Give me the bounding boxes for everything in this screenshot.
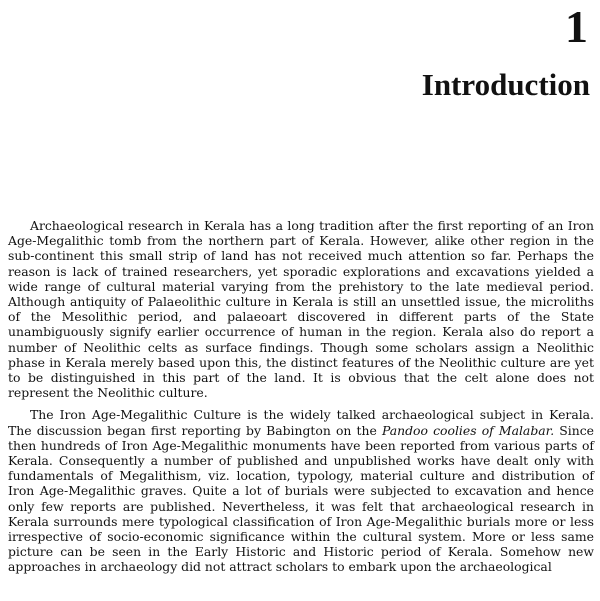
chapter-title: Introduction (421, 67, 590, 102)
paragraph-2-text-start: The Iron Age-Megalithic Culture is the widely talked archaeological subject in Kerala. The discussion began first reporting by Babington on the (8, 407, 594, 438)
paragraph-2-text-end: Since then hundreds of Iron Age-Megalithic monuments have been reported from various parts of Kerala. Consequently a number of published and unpublished works have dealt only with fundamentals of Megalithism, viz. location, typology, material culture and distribution of Iron Age-Megalithic graves. Quite a lot of burials were subjected to excavation and hence only few reports are published. Nevertheless, it was felt that archaeological research in Kerala surrounds mere typological classification of Iron Age-Megalithic burials more or less irrespective of socio-economic significance within the cultural system. More or less same picture can be seen in the Early Historic and Historic period of Kerala. Somehow new approaches in archaeology did not attract scholars to embark upon the archaeological (8, 422, 594, 575)
italic-title: Pandoo coolies of Malabar. (381, 422, 555, 438)
paragraph-2 (8, 407, 594, 574)
body-text (8, 218, 594, 582)
chapter-number: 1 (565, 1, 588, 52)
paragraph-1: Archaeological research in Kerala has a long tradition after the first reporting of an Iron Age-Megalithic tomb from the northern part of Kerala. However, alike other region in the sub-continent this small strip of land has not received much attention so far. Perhaps the reason is lack of trained researchers, yet sporadic explorations and excavations yielded a wide range of cultural material varying from the prehistory to the late medieval period. Although antiquity of Palaeolithic culture in Kerala is still an unsettled issue, the microliths of the Mesolithic period, and palaeoart discovered in different parts of the State unambiguously signify earlier occurrence of human in the region. Kerala also do report a number of Neolithic celts as surface findings. Though some scholars assign a Neolithic phase in Kerala merely based upon this, the distinct features of the Neolithic culture are yet to be distinguished in this part of the land. It is obvious that the celt alone does not represent the Neolithic culture. (8, 218, 594, 401)
